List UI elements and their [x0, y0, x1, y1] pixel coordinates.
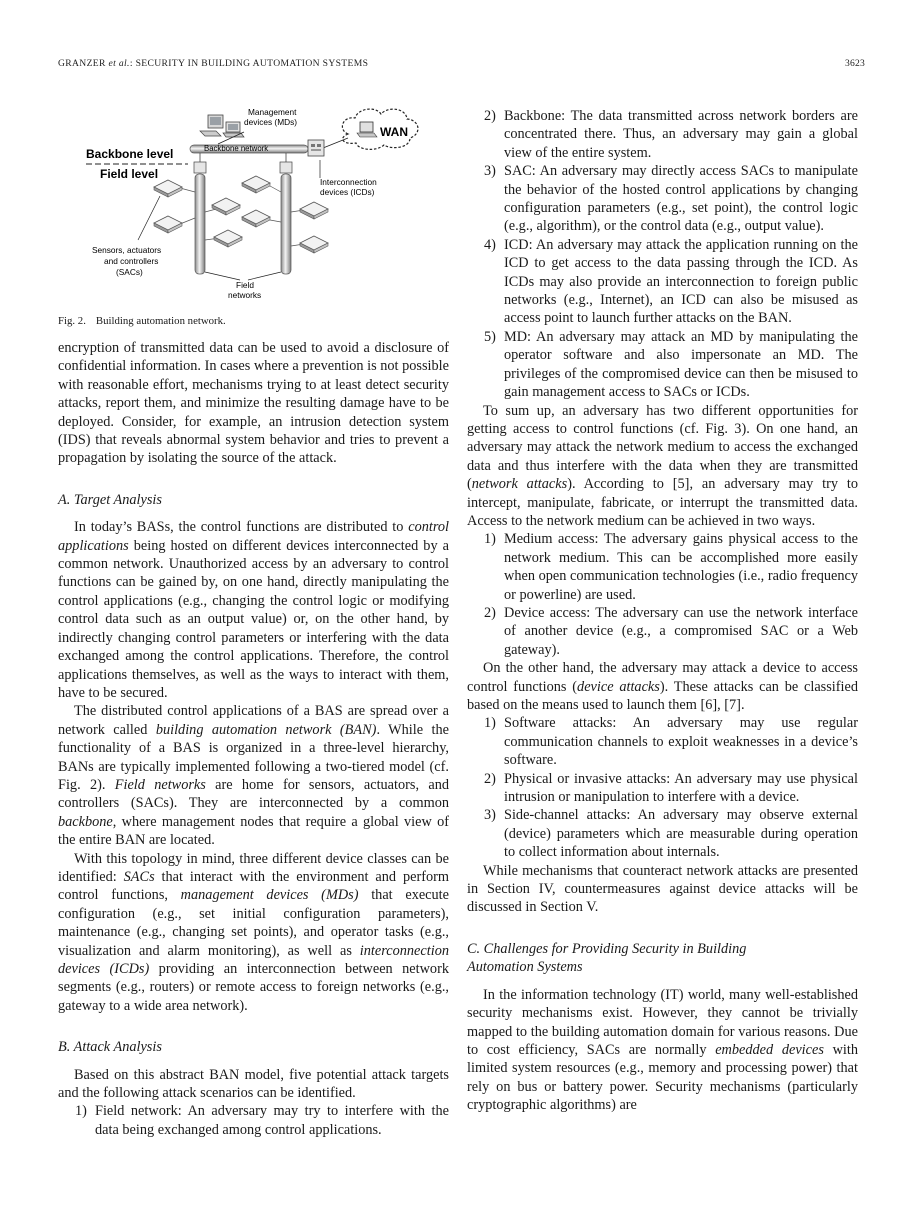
icd-icon	[194, 162, 206, 173]
right-column	[467, 107, 858, 1115]
section-heading-target-analysis: A. Target Analysis	[58, 491, 162, 508]
building-automation-network-figure	[58, 100, 449, 310]
paragraph: To sum up, an adversary has two different opportunities for getting access to control functions (cf. Fig. 3). On one hand, an adversary may attack the network medium to access the exchanged data and thus interfere with the data when they are transmitted (network attacks). According to [5], an adversary may try to intercept, manipulate, fabricate, or interrupt the transmitted data. Access to the network medium can be achieved in two ways.	[467, 402, 858, 529]
sac-device-icon	[242, 176, 270, 193]
label-field: Field	[236, 280, 254, 290]
label-and-controllers: and controllers	[104, 256, 159, 266]
paragraph: On the other hand, the adversary may attack a device to access control functions (device attacks). These attacks can be classified based on the means used to launch them [6], [7].	[467, 660, 859, 713]
sac-device-icon	[154, 216, 182, 233]
list-item: 1) Medium access: The adversary gains physical access to the network medium. This can be accomplished more easily when open communication technologies (i.e., radio frequency or powerline) are used.	[484, 531, 858, 603]
management-computer-icon	[200, 115, 223, 136]
page-number: 3623	[845, 58, 865, 69]
sac-device-icon	[300, 202, 328, 219]
sac-device-icon	[214, 230, 242, 247]
label-interconnection: Interconnection	[320, 177, 377, 187]
label-interconnection-devices: devices (ICDs)	[320, 187, 375, 197]
router-icon	[308, 140, 324, 156]
paragraph: With this topology in mind, three different device classes can be identified: SACs that interact with the environment and perform control functions, management devices (MDs) that execute configuration (e.g., set initial configuration parameters), maintenance (e.g., changing set points), and operator tasks (e.g., visualization and alarm monitoring), as well as interconnection devices (ICDs) providing an interconnection between network segments (e.g., routers) or remote access to foreign networks (e.g., gateway to a wide area network).	[58, 850, 449, 1014]
sac-device-icon	[154, 180, 182, 197]
network-attacks-list	[467, 530, 858, 659]
paragraph: Based on this abstract BAN model, five potential attack targets and the following attack scenarios can be identified.	[58, 1066, 449, 1102]
section-heading-attack-analysis: B. Attack Analysis	[58, 1039, 162, 1056]
field-network-pipe	[281, 174, 291, 274]
left-column	[58, 339, 449, 1139]
paragraph: The distributed control applications of a BAS are spread over a network called building automation network (BAN). While the functionality of a BAS is organized in a three-level hierarchy, BANs are typically implemented following a two-tiered model (cf. Fig. 2). Field networks are home for sensors, actuators, and controllers (SACs). They are interconnected by a common backbone, where management nodes that require a global view of the entire BAN are located.	[58, 703, 449, 849]
icd-icon	[280, 162, 292, 173]
list-item: 1) Software attacks: An adversary may use regular communication channels to exploit weaknesses in a device’s software.	[484, 715, 858, 769]
paragraph: encryption of transmitted data can be used to avoid a disclosure of confidential information. In cases where a prevention is not possible with reasonable effort, mechanisms trying to at least detect security attacks, report them, and minimize the resulting damage have to be deployed. Consider, for example, an intrusion detection system (IDS) that reveals abnormal system behavior and tries to prevent a propagation by isolating the source of the attack.	[58, 340, 449, 467]
list-item: 2) Physical or invasive attacks: An adversary may use physical intrusion or manipulation to interfere with a device.	[484, 770, 858, 806]
label-backbone-network: Backbone network	[204, 144, 269, 153]
running-header: GRANZER et al.: SECURITY IN BUILDING AUTOMATION SYSTEMS	[58, 58, 369, 69]
sac-device-icon	[300, 236, 328, 253]
label-sensors-actuators: Sensors, actuators	[92, 245, 162, 255]
label-sacs: (SACs)	[116, 267, 143, 277]
label-wan: WAN	[380, 125, 408, 139]
device-attacks-list	[467, 714, 858, 861]
section-heading-challenges: C. Challenges for Providing Security in Building Automation Systems	[467, 940, 747, 976]
list-item: 2) Device access: The adversary can use the network interface of another device (e.g., a compromised SAC or a Web gateway).	[484, 604, 858, 658]
label-field-level: Field level	[100, 167, 159, 181]
sac-device-icon	[212, 198, 240, 215]
management-laptop-icon	[223, 122, 244, 137]
list-item: 5) MD: An adversary may attack an MD by manipulating the operator software and also impersonate an MD. The privileges of the compromised device can then be misused to gain management access to SACs or ICDs.	[484, 328, 858, 401]
label-backbone-level: Backbone level	[86, 147, 174, 161]
paragraph: While mechanisms that counteract network attacks are presented in Section IV, countermeasures against device attacks will be discussed in Section V.	[467, 862, 858, 916]
label-networks: networks	[228, 290, 262, 300]
paragraph: In today’s BASs, the control functions are distributed to control applications being hosted on different devices interconnected by a common network. Unauthorized access by an adversary to control functions can be gained by, on one hand, directly manipulating the control applications (e.g., changing the control logic or modifying control data such as an output value) or, on the other hand, by indirectly changing control parameters or interfering with the data exchanged among the control applications. Therefore, the control applications themselves, as well as the ways to interact with them, have to be secured.	[58, 519, 449, 701]
list-item: 3) Side-channel attacks: An adversary may observe external (device) parameters which are measurable during operation to collect information about internals.	[484, 807, 858, 861]
attack-targets-list-continued	[467, 107, 858, 402]
attack-targets-list	[58, 1102, 449, 1139]
figure-caption: Fig. 2. Building automation network.	[58, 315, 226, 327]
field-network-pipe	[195, 174, 205, 274]
label-management-devices: devices (MDs)	[244, 117, 298, 127]
label-management: Management	[248, 107, 297, 117]
sac-device-icon	[242, 210, 270, 227]
list-item: 4) ICD: An adversary may attack the application running on the ICD to get access to the data passing through the ICD. As ICDs may also provide an interconnection to foreign public networks (e.g., Internet), an ICD can also be misused as access point to launch further attacks on the BAN.	[484, 236, 858, 327]
paragraph: In the information technology (IT) world, many well-established security mechanisms exist. However, they cannot be trivially mapped to the building automation domain for various reasons. Due to cost efficiency, SACs are normally embedded devices with limited system resources (e.g., memory and processing power) that rely on bus or battery power. Security mechanisms (particularly cryptographic algorithms) are	[467, 986, 858, 1114]
list-item: 1) Field network: An adversary may try to interfere with the data being exchanged among control applications.	[75, 1103, 449, 1138]
list-item: 2) Backbone: The data transmitted across network borders are concentrated there. Thus, an adversary may gain a global view of the entire system.	[484, 108, 858, 161]
list-item: 3) SAC: An adversary may directly access SACs to manipulate the behavior of the hosted control applications by changing configuration parameters (e.g., set point), the control logic (e.g., algorithm), or the control data (e.g., output value).	[484, 163, 858, 235]
